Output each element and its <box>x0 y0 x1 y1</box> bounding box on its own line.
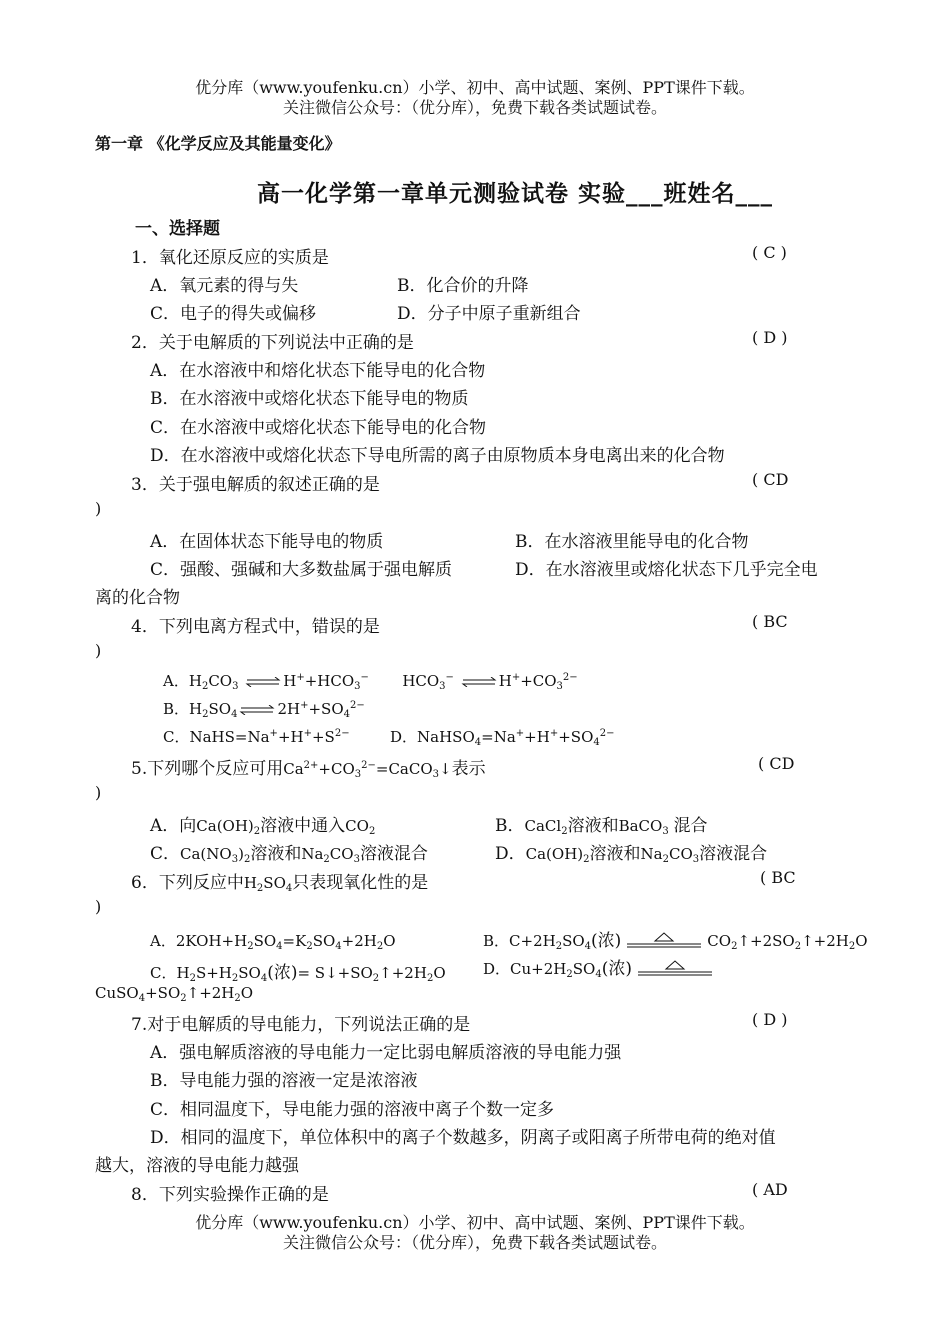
header-line-1: 优分库（www.youfenku.cn）小学、初中、高中试题、案例、PPT课件下载。 <box>195 78 755 97</box>
equilibrium-arrow-icon <box>461 677 497 687</box>
q7-option-d: D．相同的温度下，单位体积中的离子个数越多，阴离子或阳离子所带电荷的绝对值 <box>150 1128 776 1148</box>
q2-option-c: C．在水溶液中或熔化状态下能导电的化合物 <box>150 418 487 438</box>
q7-answer: ( D ) <box>752 1010 788 1029</box>
q1-option-d: D．分子中原子重新组合 <box>397 304 581 324</box>
q3-option-c: C．强酸、强碱和大多数盐属于强电解质 <box>150 560 453 580</box>
q5-option-a: A．向$Ca(OH)_2$溶液中通入$CO_2$ <box>150 816 376 837</box>
q1-stem: 1．氧化还原反应的实质是 <box>131 248 329 268</box>
q3-option-d: D．在水溶液里或熔化状态下几乎完全电 <box>515 560 818 580</box>
q4-option-d: D．$NaHSO_4=Na^++H^++SO_4^{2-}$ <box>390 728 615 748</box>
q7-option-c: C．相同温度下，导电能力强的溶液中离子个数一定多 <box>150 1100 555 1120</box>
q6-answer-close: ) <box>95 897 102 916</box>
q2-option-a: A．在水溶液中和熔化状态下能导电的化合物 <box>150 361 486 381</box>
header-line-2: 关注微信公众号：（优分库），免费下载各类试题试卷。 <box>282 98 667 117</box>
q1-option-c: C．电子的得失或偏移 <box>150 304 317 324</box>
q3-stem: 3．关于强电解质的叙述正确的是 <box>131 475 380 495</box>
q6-stem: 6．下列反应中$H_2SO_4$只表现氧化性的是 <box>131 873 429 894</box>
q6-option-b: B．$C+2H_2SO_4$(浓) $CO_2↑+2SO_2↑+2H_2O$ <box>483 931 868 952</box>
chapter-heading: 第一章 《化学反应及其能量变化》 <box>95 134 341 153</box>
q1-option-b: B．化合价的升降 <box>397 276 529 296</box>
q6-option-c: C．$H_2S+H_2SO_4$(浓)= $S↓+SO_2↑+2H_2O$ <box>150 963 446 984</box>
q4-answer: ( BC <box>752 612 788 631</box>
q6-answer: ( BC <box>760 868 796 887</box>
q3-option-a: A．在固体状态下能导电的物质 <box>150 532 384 552</box>
section-heading: 一、选择题 <box>135 219 220 239</box>
q1-answer: ( C ) <box>752 243 787 262</box>
q2-stem: 2．关于电解质的下列说法中正确的是 <box>131 333 414 353</box>
q4-option-b: B．$H_2SO_4$ $2H^++SO_4^{2-}$ <box>163 700 365 720</box>
footer-line-1: 优分库（www.youfenku.cn）小学、初中、高中试题、案例、PPT课件下载。 <box>195 1213 755 1232</box>
q4-stem: 4．下列电离方程式中，错误的是 <box>131 617 380 637</box>
q5-option-b: B．CaCl$_2$溶液和BaCO$_3$ 混合 <box>495 816 708 837</box>
equilibrium-arrow-icon <box>239 705 275 715</box>
q8-stem: 8．下列实验操作正确的是 <box>131 1185 329 1205</box>
q5-answer: ( CD <box>758 754 795 773</box>
q8-answer: ( AD <box>752 1180 788 1199</box>
q7-option-b: B．导电能力强的溶液一定是浓溶液 <box>150 1071 418 1091</box>
q7-option-a: A．强电解质溶液的导电能力一定比弱电解质溶液的导电能力强 <box>150 1043 622 1063</box>
q5-option-d: D．$Ca(OH)_2$溶液和$Na_2CO_3$溶液混合 <box>495 844 768 865</box>
q5-stem: 5.下列哪个反应可用$Ca^{2+}+CO_3^{2-}=CaCO_3↓$表示 <box>131 759 486 780</box>
q6-option-d: D．$Cu+2H_2SO_4$(浓) <box>483 954 718 980</box>
footer-line-2: 关注微信公众号：（优分库），免费下载各类试题试卷。 <box>282 1233 667 1252</box>
q7-stem: 7.对于电解质的导电能力，下列说法正确的是 <box>131 1015 471 1035</box>
q5-answer-close: ) <box>95 783 102 802</box>
q5-option-c: C．$Ca(NO_3)_2$溶液和$Na_2CO_3$溶液混合 <box>150 844 428 865</box>
q3-option-d-cont: 离的化合物 <box>95 588 180 608</box>
q7-option-d-cont: 越大，溶液的导电能力越强 <box>95 1156 299 1176</box>
q3-answer-close: ) <box>95 499 102 518</box>
q4-answer-close: ) <box>95 641 102 660</box>
q6-option-a: A．$2KOH+H_2SO_4=K_2SO_4+2H_2O$ <box>150 932 396 952</box>
q3-answer: ( CD <box>752 470 789 489</box>
q2-answer: ( D ) <box>752 328 788 347</box>
q1-option-a: A．氧元素的得与失 <box>150 276 299 296</box>
q4-option-c: C．$NaHS=Na^++H^++S^{2-}$ <box>163 728 350 746</box>
heat-condition-icon <box>636 960 714 980</box>
q2-option-d: D．在水溶液中或熔化状态下导电所需的离子由原物质本身电离出来的化合物 <box>150 446 725 466</box>
heat-condition-icon <box>625 932 703 952</box>
q4-option-a: A．$H_2CO_3$ $H^++HCO_3^-$ $HCO_3^-$ $H^++CO_3^{2-}$ <box>163 672 578 692</box>
equilibrium-arrow-icon <box>245 677 281 687</box>
q2-option-b: B．在水溶液中或熔化状态下能导电的物质 <box>150 389 469 409</box>
page-title: 高一化学第一章单元测验试卷 实验___班姓名___ <box>256 180 773 207</box>
q3-option-b: B．在水溶液里能导电的化合物 <box>515 532 749 552</box>
q6-option-d-cont: $CuSO_4+SO_2↑+2H_2O$ <box>95 984 254 1004</box>
